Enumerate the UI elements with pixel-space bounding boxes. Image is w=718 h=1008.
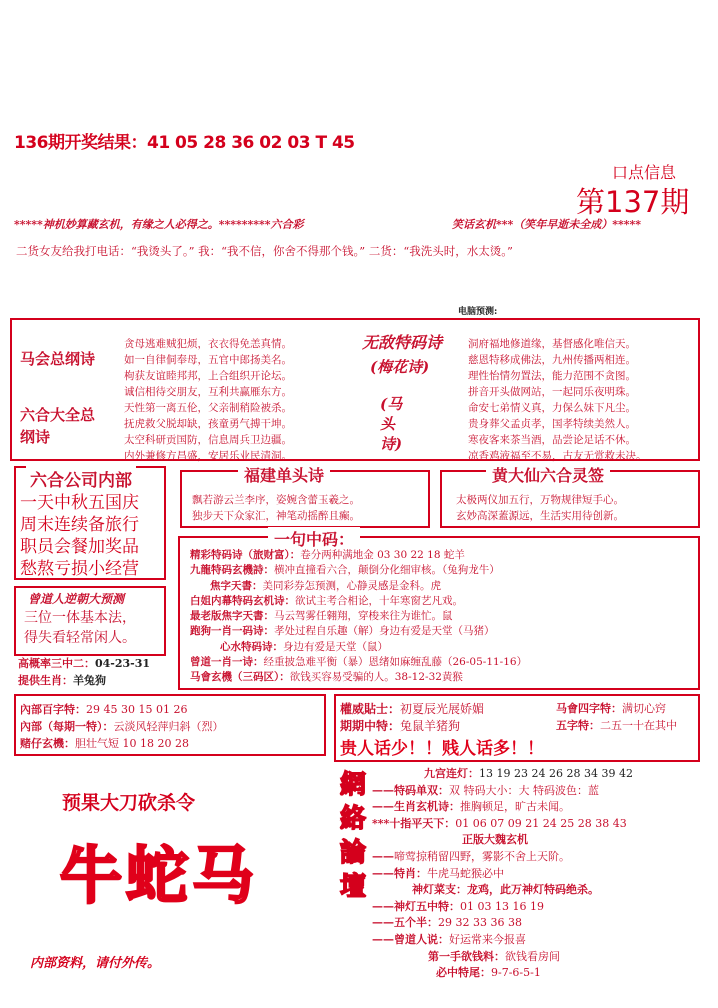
forum-label: 九宫连灯： — [424, 767, 479, 780]
zengdao-line: 得失看轻常闲人。 — [24, 630, 136, 646]
forum-label: ——神灯五中特： — [372, 899, 460, 913]
yjz-label: 曾道一肖一诗： — [190, 656, 264, 669]
forum-line — [372, 832, 633, 849]
yjz-text: 经重披急难平衡（暴）恩绪如麻缠乱藤（26-05-11-16） — [263, 656, 528, 669]
yjz-label: 焦字天書： — [210, 579, 263, 592]
forum-value: 龙鸡，此万神灯特码绝杀。 — [467, 883, 599, 897]
right-line: 洞府福地修道缘，基督感化唯信天。 — [468, 338, 636, 350]
forum-line — [372, 783, 633, 800]
ll-row — [20, 718, 224, 735]
right-line: 拼音开头做网站，一起同乐夜明珠。 — [468, 386, 636, 398]
forum-label: 神灯菜支： — [412, 883, 467, 897]
liuhe-line: 愁熬亏损小经营 — [20, 559, 139, 579]
result-line: 136期开奖结果：41 05 28 36 02 03 T 45 — [14, 133, 355, 153]
forum-label: ——特肖： — [372, 866, 427, 880]
slogan: 预果大刀砍杀令 — [62, 792, 196, 814]
yjz-row — [190, 609, 527, 624]
ll-row — [20, 701, 224, 718]
info-tag: 口点信息 — [612, 163, 677, 182]
ll-value: 云淡风轻萍归斜（烈） — [113, 720, 224, 733]
yjz-text: 欲试主考合相论，十年寒窗艺凡戏。 — [295, 594, 463, 607]
yjz-label: 马會玄機（三码区）： — [190, 671, 290, 684]
term-label: 期期中特： — [340, 719, 401, 733]
tip-value: 初夏辰光展娇媚 — [400, 702, 485, 716]
left-line: 如一自律侗奉母，五官中郎扬美名。 — [124, 354, 292, 366]
joke-line: 二货女友给我打电话：“我烫头了。” 我：“我不信，你舍不得那个钱。” 二货：“我洗头时，水太烫。” — [16, 244, 513, 258]
forum-label: ——曾道人说： — [372, 932, 449, 946]
forum-label: ——生肖玄机诗： — [372, 800, 460, 814]
forum-label: 必中特尾： — [436, 966, 491, 980]
fujian-line: 独步天下众家汇，神笔动摇醉且癫。 — [192, 510, 360, 522]
mid-sub: (梅花诗) — [370, 358, 430, 376]
ll-row — [20, 735, 224, 752]
provider-row — [18, 672, 106, 688]
forum-label: ——特码单双： — [372, 783, 449, 797]
fujian-lines — [192, 492, 360, 524]
yjz-label: 精彩特码诗（旅财富）： — [190, 549, 301, 561]
horse-label: 马會四字特： — [556, 702, 622, 715]
yjz-row — [190, 655, 527, 670]
ll-label: 赌仔玄機： — [20, 737, 75, 750]
banner-left: *****神机妙算藏玄机，有缘之人必得之。*********六合彩 — [14, 218, 304, 231]
right-line: 寒夜客来茶当酒，品尝论足话不休。 — [468, 434, 636, 446]
forum-line — [372, 816, 633, 833]
yjz-label: 跑狗一肖一码诗： — [190, 625, 274, 638]
term-value: 兔鼠羊猪狗 — [400, 719, 461, 733]
rate-label: 高概率三中二： — [18, 657, 95, 670]
right-poem — [468, 336, 647, 464]
forum-value: 13 19 23 24 26 28 34 39 42 — [479, 767, 633, 780]
forum-label: —— — [372, 849, 394, 863]
yjz-text: 欲钱买容易受骗的人。38-12-32黄猴 — [289, 671, 463, 684]
five-row — [556, 717, 677, 733]
horse-value: 满切心窍 — [622, 702, 666, 715]
yjz-row — [190, 640, 527, 655]
forum-line — [372, 899, 633, 916]
liuhe-line: 职员会餐加奖品 — [20, 537, 139, 557]
ll-value: 胆壮气短 10 18 20 28 — [75, 737, 189, 750]
yjz-label: 白姐内幕特码玄机诗： — [190, 594, 295, 607]
yijuzhong-title: 一句中码： — [268, 527, 360, 550]
provider-label: 提供生肖： — [18, 674, 73, 687]
liuhe-title: 六合公司内部 — [26, 466, 136, 491]
five-label: 五字特： — [556, 719, 600, 732]
provider-value: 羊兔狗 — [73, 674, 106, 687]
left-line: 贪母逃难贼犯烦，衣衣得免恙真情。 — [124, 338, 292, 350]
forum-line — [372, 882, 633, 899]
fujian-title: 福建单头诗 — [238, 463, 330, 486]
forum-lines — [372, 766, 633, 982]
forum-value: 29 32 33 36 38 — [438, 916, 522, 930]
yjz-label: 最老版焦字天書： — [190, 610, 274, 623]
big-zodiac: 牛蛇马 — [60, 839, 259, 912]
forum-label: ——五个半： — [372, 916, 438, 930]
forum-line — [372, 949, 633, 966]
horse-row — [556, 700, 666, 716]
yjz-text: 横冲直撞看六合，颠倒分化细审核。（兔狗龙牛） — [274, 564, 500, 577]
ll-label: 內部（每期一特）： — [20, 720, 114, 733]
tip-row — [340, 700, 484, 717]
forum-value: 9-7-6-5-1 — [491, 966, 541, 980]
liuhe-lines — [20, 492, 139, 580]
right-line: 理性怡情勿置法，能力范围不贪图。 — [468, 370, 636, 382]
forum-line — [372, 799, 633, 816]
rate-value: 04-23-31 — [95, 657, 151, 670]
issue-number: 第137期 — [576, 185, 690, 219]
yjz-row — [190, 594, 527, 609]
zengdao-lines — [24, 608, 136, 648]
tip-label: 權威貼士： — [340, 702, 401, 716]
fujian-line: 飘若游云兰李序，姿婉含蕾玉羲之。 — [192, 494, 360, 506]
huangdaxian-line: 玄妙高深蓋源远，生活实用待创新。 — [456, 510, 624, 522]
prediction-label: 电脑预测: — [458, 307, 498, 317]
forum-value: 01 03 13 16 19 — [460, 899, 544, 913]
yjz-row — [190, 670, 527, 685]
forum-label: 正版大魏玄机 — [462, 833, 528, 847]
right-line: 贵身葬父孟贞孝，国孝特续美然人。 — [468, 418, 636, 430]
forum-value: 好运常来今报喜 — [449, 932, 526, 946]
forum-label: ***十指平天下： — [372, 816, 456, 830]
forum-value: 牛虎马蛇猴必中 — [427, 866, 504, 880]
right-line: 命安七弟情义真，力保么妹下凡尘。 — [468, 402, 636, 414]
yjz-text: 卷分两种满地金 03 30 22 18 蛇羊 — [300, 549, 465, 561]
forum-value: 01 06 07 09 21 24 25 28 38 43 — [455, 816, 627, 830]
huangdaxian-lines — [456, 492, 624, 524]
lower-left-rows — [20, 701, 224, 752]
right-line: 凉香鸡液福至不易，古友无赏救未决。 — [468, 450, 647, 462]
left-poem — [124, 336, 292, 464]
huangdaxian-title: 黄大仙六合灵签 — [486, 463, 610, 486]
yjz-row — [190, 548, 527, 563]
zengdao-line: 三位一体基本法， — [24, 610, 136, 626]
mid-mark: (马头诗) — [380, 395, 403, 453]
yjz-label: 九龍特码玄機詩： — [190, 564, 274, 577]
yjz-text: 孝处过程自乐趣（解）身边有爱是天堂（马猪） — [274, 625, 495, 638]
forum-line — [372, 766, 633, 783]
forum-line — [372, 915, 633, 932]
yijuzhong-rows — [190, 548, 527, 686]
forum-vertical-title: 網絡論壇 — [340, 770, 367, 902]
five-value: 二五一十在其中 — [600, 719, 677, 732]
yjz-text: 马云驾雾任翱翔，穿梭来往为谁忙。鼠 — [274, 610, 453, 623]
yjz-row — [190, 624, 527, 639]
forum-line — [372, 849, 633, 866]
huangdaxian-line: 太极两仪加五行，万物规律短手心。 — [456, 494, 624, 506]
left-title-1: 马会总纲诗 — [20, 350, 96, 368]
right-line: 慈恩特移成佛法，九州传播两相连。 — [468, 354, 636, 366]
left-line: 太空科研贡国防，信息周兵卫边疆。 — [124, 434, 292, 446]
left-title-2: 六合大全总纲诗 — [20, 406, 96, 446]
left-line: 天性第一离五伦，父亲制稍险被杀。 — [124, 402, 292, 414]
left-line: 诚信相待交朋友，互利共赢雁东方。 — [124, 386, 292, 398]
yjz-text: 身边有爱是天堂（鼠） — [283, 640, 388, 653]
forum-value: 推胸顿足，旷古未闻。 — [460, 800, 570, 814]
yjz-row — [190, 563, 527, 578]
yjz-row — [190, 579, 527, 594]
forum-label: 第一手欲钱料： — [428, 949, 505, 963]
left-line: 枸获友谊睦邦邦，上合组织开论坛。 — [124, 370, 292, 382]
forum-line — [372, 965, 633, 982]
left-line: 内外兼修方昌盛，安居乐业民清洞。 — [124, 450, 292, 462]
forum-value: 双 特码大小：大 特码波色：蓝 — [449, 783, 599, 797]
rate-row — [18, 655, 150, 671]
ll-value: 29 45 30 15 01 26 — [86, 703, 188, 716]
yjz-text: 美同彩券怎预测，心静灵感是金科。虎 — [262, 579, 441, 592]
forum-line — [372, 866, 633, 883]
forum-value: 欲钱看房间 — [505, 949, 560, 963]
yjz-label: 心水特码诗： — [220, 640, 283, 653]
forum-value: 啼莺掠稍留四野，雾影不舍上天阶。 — [394, 849, 570, 863]
zengdao-title: 曾道人逆朝大预测 — [28, 592, 125, 606]
mid-title: 无敌特码诗 — [362, 333, 443, 352]
left-line: 抚虎救父脱却缺，孩童勇气搏干坤。 — [124, 418, 292, 430]
footer-note: 内部资料，请付外传。 — [30, 956, 161, 971]
ll-label: 內部百字特： — [20, 703, 86, 716]
liuhe-line: 一天中秋五国庆 — [20, 493, 139, 513]
term-row — [340, 717, 460, 734]
banner-right: 笑话玄机***（笑年早逝未全成）***** — [452, 218, 642, 231]
shout: 贵人话少！！贱人话多！！ — [340, 739, 544, 759]
liuhe-line: 周末连续备旅行 — [20, 515, 139, 535]
forum-line — [372, 932, 633, 949]
